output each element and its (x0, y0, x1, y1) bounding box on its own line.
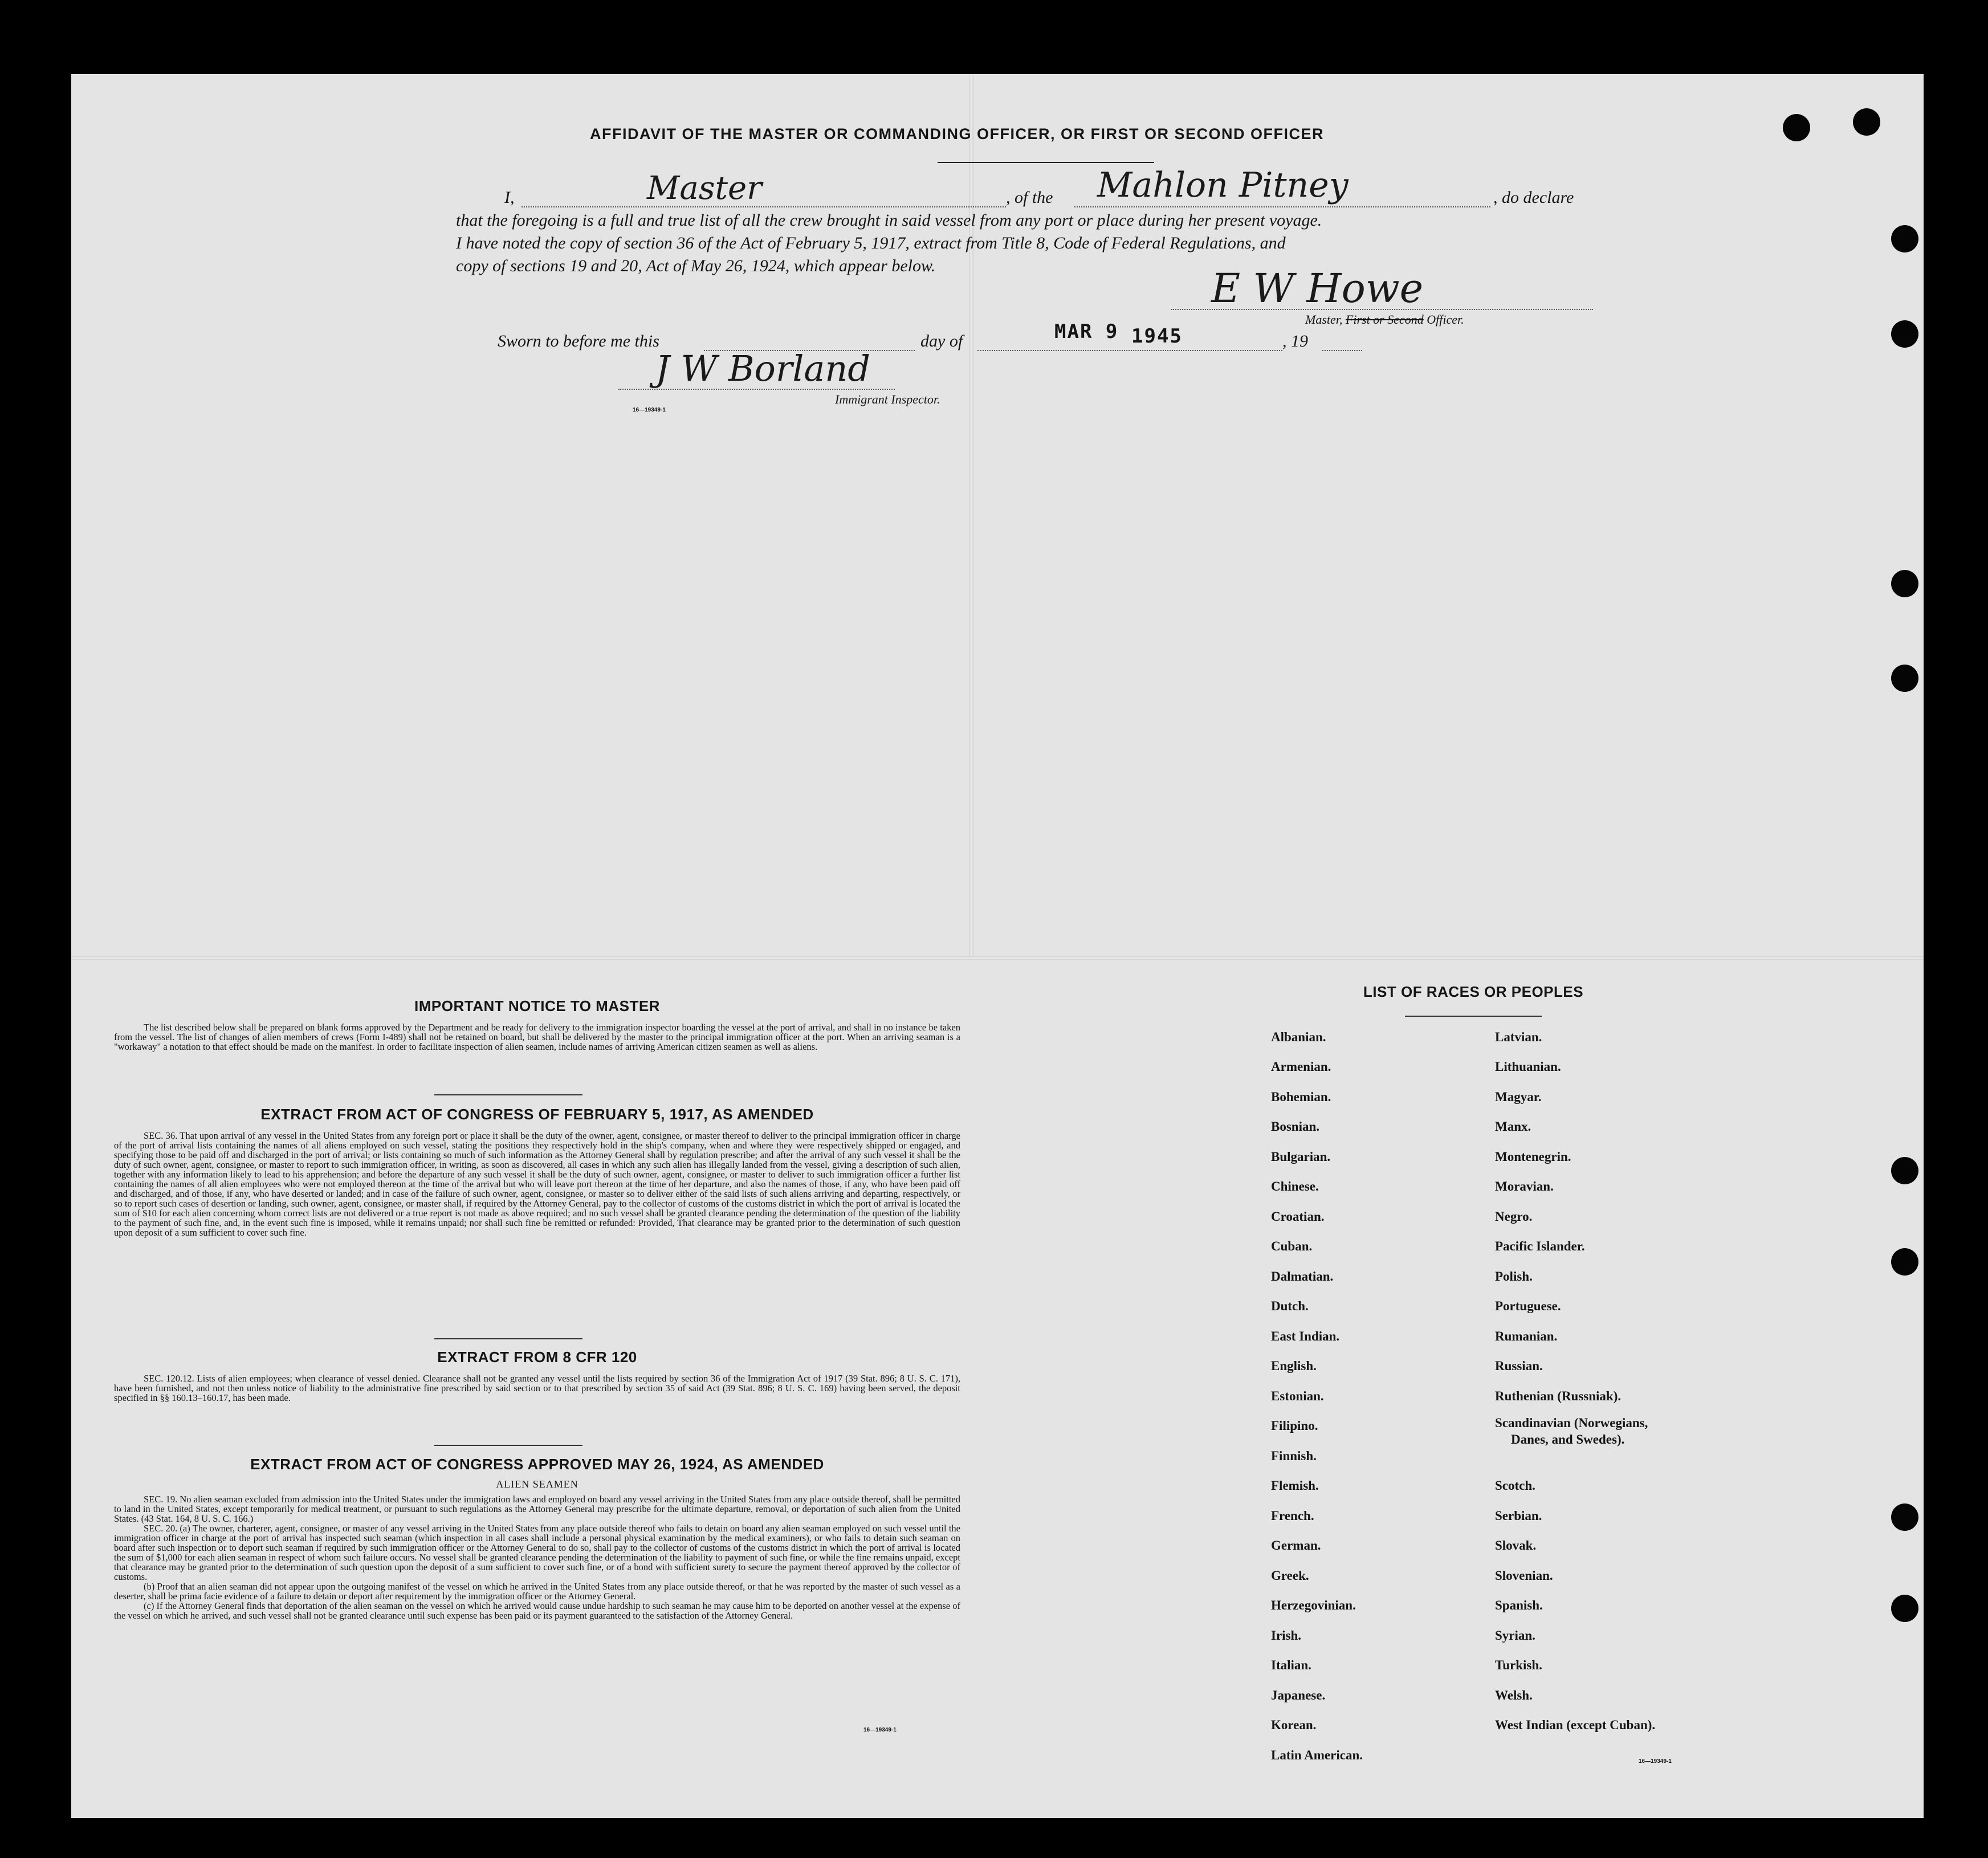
race-item: Serbian. (1495, 1509, 1542, 1523)
race-item: Armenian. (1271, 1060, 1331, 1074)
race-item: Croatian. (1271, 1209, 1325, 1224)
punch-hole (1891, 665, 1918, 692)
form-number-right: 16—19349-1 (1639, 1758, 1672, 1765)
affidavit-title: AFFIDAVIT OF THE MASTER OR COMMANDING OFFICER, OR FIRST OR SECOND OFFICER (590, 125, 1324, 142)
race-item: Italian. (1271, 1658, 1311, 1672)
inspector-line (618, 389, 895, 390)
race-item: French. (1271, 1509, 1314, 1523)
extract-1924-body (114, 1494, 960, 1620)
race-item: Russian. (1495, 1359, 1543, 1373)
race-item: Scandinavian (Norwegians, (1495, 1416, 1648, 1430)
affidavit-line-2: that the foregoing is a full and true list of all the crew brought in said vessel from any port or place during her present voyage. (456, 211, 1322, 230)
document-sheet (71, 74, 1924, 1818)
race-item: Manx. (1495, 1119, 1531, 1134)
master-fill-line (522, 206, 1006, 207)
race-item: West Indian (except Cuban). (1495, 1718, 1656, 1732)
vessel-fill-line (1074, 206, 1490, 207)
inspector-signature: J W Borland (655, 348, 870, 389)
race-item: Syrian. (1495, 1628, 1535, 1643)
punch-hole (1853, 108, 1880, 136)
race-item: Herzegovinian. (1271, 1598, 1356, 1612)
race-item: Pacific Islander. (1495, 1239, 1585, 1253)
notice-title: IMPORTANT NOTICE TO MASTER (414, 997, 660, 1014)
extract-1924-title: EXTRACT FROM ACT OF CONGRESS APPROVED MAY 26, 1924, AS AMENDED (250, 1456, 824, 1473)
race-item: Chinese. (1271, 1179, 1319, 1193)
fold-crease-horizontal (71, 956, 1924, 960)
race-item: Spanish. (1495, 1598, 1543, 1612)
punch-hole (1891, 320, 1918, 348)
race-item: Welsh. (1495, 1688, 1533, 1702)
notice-body: The list described below shall be prepared on blank forms approved by the Department and be ready for delivery to the immigration inspector boarding the vessel at the port of arrival, and shall in no instance be taken from the vessel. The list of changes of alien members of crews (Form I-489) shall not be retained on board, but shall be delivered by the master to the principal immigration officer at the port. When an arriving seaman is a "workaway" a notation to that effect should be made on the manifest. In order to facilitate inspection of alien seamen, include names of arriving American citizen seamen as well as aliens. (114, 1022, 960, 1052)
race-item: Bulgarian. (1271, 1150, 1331, 1164)
extract-1917-body: SEC. 36. That upon arrival of any vessel in the United States from any foreign port or place it shall be the duty of the owner, agent, consignee, or master thereof to deliver to the principal immigration officer in charge of the port of arrival lists containing the names of all aliens employed on such vessel, stating the positions they respectively hold in the ship's company, when and where they were respectively shipped or engaged, and specifying those to be paid off and discharged in the port of arrival; or lists containing so much of such information as the Attorney General shall by regulation prescribe; and after the arrival of any such vessel it shall be the duty of such owner, agent, consignee, or master to report to such immigration officer, in writing, as soon as discovered, all cases in which any such alien has illegally landed from the vessel, giving a description of such alien, together with any information likely to lead to his apprehension; and before the departure of any such vessel it shall be the duty of such owner, agent, consignee, or master to deliver to such immigration officer a further list containing the names of all alien employees who were not employed thereon at the time of the arrival but who will leave port thereon at the time of her departure, and also the names of those, if any, who have been paid off and discharged, and of those, if any, who have deserted or landed; and in case of the failure of such owner, agent, consignee, or master so to deliver either of the said lists of such aliens arriving and departing, respectively, or so to report such cases of desertion or landing, such owner, agent, consignee, or master shall, if required by the Attorney General, pay to the collector of customs of the customs district in which the port of arrival is located the sum of $10 for each alien concerning whom correct lists are not delivered or a true report is not made as above required; and no such vessel shall be granted clearance pending the determination of the question of the liability to the payment of such fine, and, in the event such fine is imposed, while it remains unpaid; nor shall such fine be remitted or refunded: Provided, That clearance may be granted prior to the determination of such question upon deposit of a sum sufficient to cover such fine. (114, 1130, 960, 1238)
race-item: Dutch. (1271, 1299, 1309, 1313)
affidavit-line-4: copy of sections 19 and 20, Act of May 26, 1924, which appear below. (456, 256, 936, 275)
master-signature: E W Howe (1211, 265, 1424, 312)
inspector-caption: Immigrant Inspector. (835, 392, 940, 406)
race-item: Magyar. (1495, 1090, 1542, 1104)
punch-hole (1891, 570, 1918, 597)
form-number-top: 16—19349-1 (633, 407, 666, 413)
vessel-name-handwritten: Mahlon Pitney (1097, 165, 1349, 205)
day-of-label: day of (920, 332, 963, 351)
signature-line (1171, 309, 1593, 310)
punch-hole (1891, 1157, 1918, 1184)
handwriting-stroke (938, 162, 1154, 163)
race-item: English. (1271, 1359, 1317, 1373)
sec-20b: (b) Proof that an alien seaman did not appear upon the outgoing manifest of the vessel on which he arrived in the United States from any place outside thereof, or that he was reported by the master of such vessel as a deserter, shall be prima facie evidence of a failure to detain or deport after requirement by the immigration officer or the Attorney General. (114, 1581, 960, 1602)
race-item: Korean. (1271, 1718, 1317, 1732)
race-item: Flemish. (1271, 1478, 1319, 1493)
sworn-label: Sworn to before me this (498, 332, 659, 351)
of-the-label: , of the (1006, 188, 1053, 207)
race-item: Ruthenian (Russniak). (1495, 1389, 1622, 1403)
punch-hole (1891, 1595, 1918, 1622)
form-number-left: 16—19349-1 (863, 1727, 897, 1733)
race-item: Albanian. (1271, 1030, 1326, 1044)
officer-caption (1305, 312, 1464, 327)
punch-hole (1783, 114, 1810, 141)
sec-19: SEC. 19. No alien seaman excluded from admission into the United States under the immigration laws and employed on board any vessel arriving in the United States from any place outside thereof, shall be permitted to land in the United States, except temporarily for medical treatment, or pursuant to such regulations as the Attorney General may prescribe for the ultimate departure, removal, or deportation of such alien from the United States. (43 Stat. 164, 8 U. S. C. 166.) (114, 1494, 960, 1524)
section-divider (434, 1445, 582, 1446)
i-label: I, (504, 188, 515, 207)
race-item: Estonian. (1271, 1389, 1324, 1403)
race-item: Finnish. (1271, 1449, 1317, 1463)
extract-1924-subtitle: ALIEN SEAMEN (496, 1478, 579, 1490)
race-item: Negro. (1495, 1209, 1533, 1224)
race-item: Scotch. (1495, 1478, 1535, 1493)
race-item: Latvian. (1495, 1030, 1542, 1044)
race-item: Filipino. (1271, 1419, 1318, 1433)
race-item: Montenegrin. (1495, 1150, 1571, 1164)
race-item: Slovenian. (1495, 1568, 1553, 1583)
rank-handwritten: Master (647, 170, 762, 207)
race-item: Greek. (1271, 1568, 1309, 1583)
race-item: Slovak. (1495, 1538, 1537, 1553)
race-item: Moravian. (1495, 1179, 1554, 1193)
extract-1917-title: EXTRACT FROM ACT OF CONGRESS OF FEBRUARY 5, 1917, AS AMENDED (260, 1106, 814, 1123)
race-item: Bohemian. (1271, 1090, 1331, 1104)
punch-hole (1891, 1248, 1918, 1276)
sec-20c: (c) If the Attorney General finds that deportation of the alien seaman on the vessel on which he arrived would cause undue hardship to such seaman he may cause him to be deported on another vessel at the expense of the vessel on which he arrived, and such vessel shall not be granted clearance until such expense has been paid or its payment guaranteed to the satisfaction of the Attorney General. (114, 1600, 960, 1621)
race-item: Cuban. (1271, 1239, 1313, 1253)
race-item: Bosnian. (1271, 1119, 1320, 1134)
race-item: Latin American. (1271, 1748, 1363, 1762)
sworn-month-line (977, 350, 1282, 351)
race-item: Polish. (1495, 1269, 1533, 1284)
race-item: Turkish. (1495, 1658, 1542, 1672)
officer-caption-b: Officer. (1423, 312, 1464, 327)
affidavit-line-3: I have noted the copy of section 36 of the Act of February 5, 1917, extract from Title 8, Code of Federal Regulations, and (456, 234, 1286, 252)
extract-cfr-title: EXTRACT FROM 8 CFR 120 (437, 1348, 637, 1366)
race-item: Lithuanian. (1495, 1060, 1561, 1074)
section-divider (434, 1338, 582, 1339)
race-item: East Indian. (1271, 1329, 1340, 1343)
date-stamp: MAR 9 (1054, 320, 1119, 343)
race-item: Dalmatian. (1271, 1269, 1334, 1284)
punch-hole (1891, 1503, 1918, 1531)
declare-label: , do declare (1493, 188, 1574, 207)
year-fill-line (1322, 350, 1362, 351)
punch-hole (1891, 225, 1918, 252)
extract-cfr-body: SEC. 120.12. Lists of alien employees; when clearance of vessel denied. Clearance shall not be granted any vessel until the lists required by section 36 of the Immigration Act of 1917 (39 Stat. 896; 8 U. S. C. 171), have been furnished, and not then unless notice of liability to the administrative fine prescribed by said section or to that prescribed by section 35 of said Act (39 Stat. 896; 8 U. S. C. 169) having been served, the deposit specified in §§ 160.13–160.17, has been made. (114, 1373, 960, 1403)
race-item: Rumanian. (1495, 1329, 1558, 1343)
races-divider (1405, 1016, 1542, 1017)
race-item: Irish. (1271, 1628, 1302, 1643)
officer-caption-a: Master, (1305, 312, 1346, 327)
race-item: German. (1271, 1538, 1321, 1553)
nineteen-label: , 19 (1282, 332, 1308, 351)
sec-20a: SEC. 20. (a) The owner, charterer, agent, consignee, or master of any vessel arriving in the United States from any place outside thereof who fails to detain on board any alien seaman employed on such vessel until the immigration officer in charge at the port of arrival has inspected such seaman (which inspection in all cases shall include a personal physical examination by the medical examiners), or who fails to detain such seaman on board after such inspection or to deport such seaman if required by such immigration officer or the Attorney General to do so, shall pay to the collector of customs of the customs district in which the port of arrival is located the sum of $1,000 for each alien seaman in respect of whom such failure occurs. No vessel shall be granted clearance pending the determination of the liability to payment of such fine, or while the fine remains unpaid, except that clearance may be granted prior to the determination of such question upon the deposit of a sum sufficient to cover such fine, or of a bond with sufficient surety to secure the payment thereof approved by the collector of customs. (114, 1523, 960, 1582)
race-item: Danes, and Swedes). (1511, 1432, 1625, 1447)
race-item: Portuguese. (1495, 1299, 1561, 1313)
officer-caption-struck: First or Second (1345, 312, 1424, 327)
section-divider (434, 1094, 582, 1095)
races-title: LIST OF RACES OR PEOPLES (1363, 983, 1584, 1000)
race-item: Japanese. (1271, 1688, 1326, 1702)
year-stamp: 1945 (1131, 325, 1183, 348)
